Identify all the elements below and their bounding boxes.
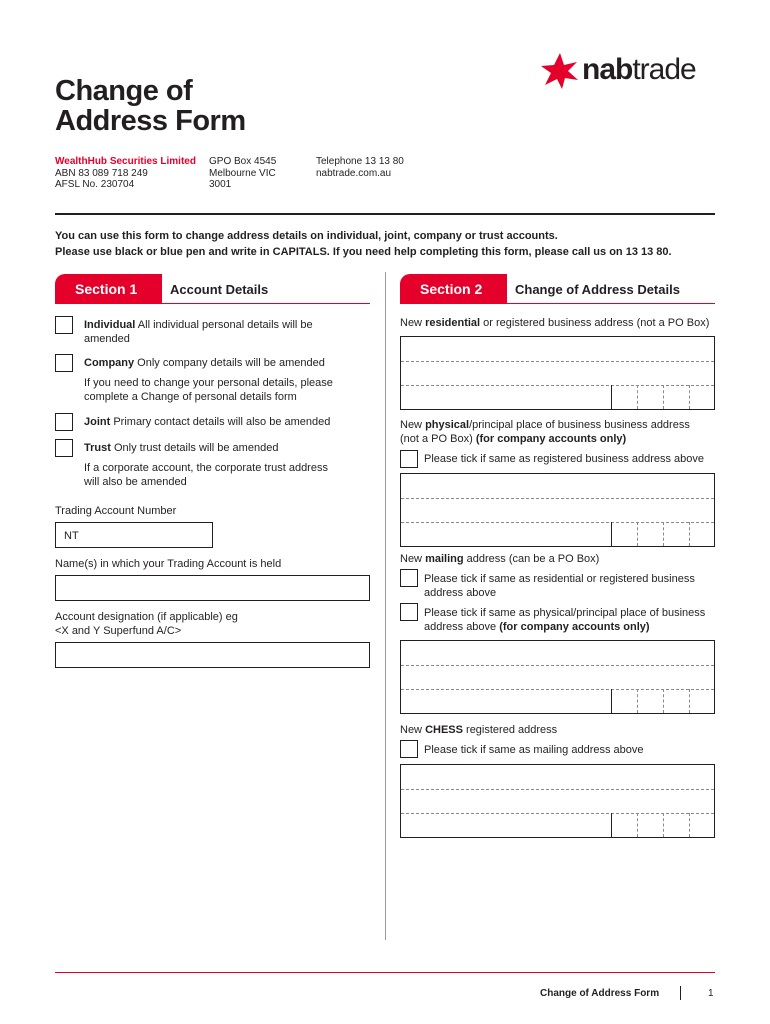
column-divider: [385, 272, 386, 940]
postcode-divider: [611, 385, 612, 409]
nab-star-icon: [540, 52, 580, 90]
postcode-divider: [611, 813, 612, 837]
mailing-same-residential-label: [424, 572, 695, 600]
title-line-1: Change of: [55, 75, 193, 107]
mailing-tick-2b-pre: address above: [424, 621, 500, 633]
telephone: Telephone 13 13 80: [316, 156, 404, 167]
mailing-same-physical-checkbox[interactable]: [400, 603, 418, 621]
header-divider: [55, 213, 715, 215]
contact-info: [316, 156, 404, 179]
physical-pre: New: [400, 419, 426, 431]
company-label: [84, 356, 325, 370]
intro-text: [55, 228, 672, 260]
trading-account-label: Trading Account Number: [55, 505, 177, 517]
postcode-cell: [663, 385, 664, 409]
physical-same-label: Please tick if same as registered business address above: [424, 453, 705, 465]
postcode-cell: [663, 522, 664, 546]
mailing-tick-2a: Please tick if same as physical/principal place of business: [424, 607, 706, 619]
physical-label: [400, 418, 690, 446]
chess-label: [400, 723, 557, 737]
postcode-cell: [637, 689, 638, 713]
address-line-divider: [401, 665, 714, 666]
mailing-post: address (can be a PO Box): [463, 553, 600, 565]
address-line-3: 3001: [209, 179, 232, 190]
mailing-tick-1a: Please tick if same as residential or registered business: [424, 573, 695, 585]
footer-title: Change of Address Form: [540, 988, 660, 999]
physical-line2-pre: (not a PO Box): [400, 433, 476, 445]
section-1-tab: Section 1: [55, 274, 162, 304]
trading-account-prefix: NT: [64, 530, 79, 542]
nabtrade-logo: [540, 52, 716, 90]
mailing-bold: mailing: [425, 553, 464, 565]
joint-label: [84, 415, 330, 429]
individual-bold: Individual: [84, 319, 136, 331]
postcode-cell: [637, 813, 638, 837]
chess-pre: New: [400, 724, 426, 736]
account-names-label: Name(s) in which your Trading Account is held: [55, 558, 282, 570]
company-bold: Company: [84, 357, 135, 369]
physical-bold: physical: [425, 419, 470, 431]
joint-bold: Joint: [84, 416, 111, 428]
company-text: Only company details will be amended: [134, 357, 325, 369]
designation-label-1: Account designation (if applicable) eg: [55, 611, 238, 623]
individual-checkbox[interactable]: [55, 316, 73, 334]
physical-post: /principal place of business business address: [469, 419, 690, 431]
title-line-2: Address Form: [55, 105, 246, 137]
address-line-divider: [401, 813, 714, 814]
mailing-address-box[interactable]: [400, 640, 715, 714]
postcode-cell: [637, 385, 638, 409]
designation-label-2: <X and Y Superfund A/C>: [55, 625, 182, 637]
logo-bold: nab: [582, 53, 633, 86]
chess-bold: CHESS: [425, 724, 463, 736]
trust-note-2: will also be amended: [84, 476, 187, 488]
section-2-rule: [400, 303, 715, 304]
page-number: 1: [708, 988, 714, 999]
company-checkbox[interactable]: [55, 354, 73, 372]
physical-address-box[interactable]: [400, 473, 715, 547]
individual-label: [84, 318, 313, 346]
trust-label: [84, 441, 278, 455]
mailing-same-residential-checkbox[interactable]: [400, 569, 418, 587]
postcode-cell: [689, 813, 690, 837]
section-1-title: Account Details: [170, 282, 269, 297]
account-names-input[interactable]: [55, 575, 370, 601]
address-line-2: Melbourne VIC: [209, 167, 276, 179]
mailing-label: [400, 552, 599, 566]
postcode-cell: [663, 689, 664, 713]
mailing-same-physical-label: [424, 606, 705, 634]
trust-bold: Trust: [84, 442, 111, 454]
trust-note: [84, 461, 328, 489]
trust-checkbox[interactable]: [55, 439, 73, 457]
company-afsl: AFSL No. 230704: [55, 179, 135, 190]
designation-label: [55, 610, 238, 638]
postcode-cell: [637, 522, 638, 546]
company-info: [55, 156, 196, 191]
residential-address-box[interactable]: [400, 336, 715, 410]
logo-light: trade: [632, 53, 696, 86]
section-2-tab: Section 2: [400, 274, 507, 304]
postcode-cell: [689, 385, 690, 409]
chess-post: registered address: [462, 724, 558, 736]
trust-note-1: If a corporate account, the corporate trust address: [84, 462, 328, 474]
mailing-tick-1b: address above: [424, 587, 497, 599]
footer-rule: [55, 972, 715, 973]
intro-line-1: You can use this form to change address details on individual, joint, company or trust accounts.: [55, 230, 558, 242]
residential-post: or registered business address (not a PO Box): [480, 317, 710, 329]
postcode-divider: [611, 689, 612, 713]
address-line-divider: [401, 689, 714, 690]
individual-text-2: amended: [84, 333, 130, 345]
individual-text: All individual personal details will be: [135, 319, 313, 331]
trust-text: Only trust details will be amended: [110, 442, 279, 454]
footer-separator: [680, 986, 681, 1000]
trading-account-input[interactable]: [55, 522, 213, 548]
address-line-divider: [401, 385, 714, 386]
joint-text: Primary contact details will also be amended: [110, 416, 331, 428]
residential-bold: residential: [425, 317, 481, 329]
designation-input[interactable]: [55, 642, 370, 668]
address-line-1: GPO Box 4545: [209, 156, 277, 167]
company-note-1: If you need to change your personal details, please: [84, 377, 333, 389]
mailing-tick-2b-bold: (for company accounts only): [499, 621, 650, 633]
postcode-cell: [663, 813, 664, 837]
postcode-cell: [689, 689, 690, 713]
address-line-divider: [401, 522, 714, 523]
chess-address-box[interactable]: [400, 764, 715, 838]
chess-same-mailing-checkbox[interactable]: [400, 740, 418, 758]
intro-line-2: Please use black or blue pen and write in CAPITALS. If you need help completing this form, please call us on 13 13 80.: [55, 246, 672, 258]
section-1-rule: [55, 303, 370, 304]
company-abn: ABN 83 089 718 249: [55, 167, 148, 179]
physical-same-checkbox[interactable]: [400, 450, 418, 468]
logo-wordmark: [582, 52, 696, 88]
company-note-2: complete a Change of personal details form: [84, 391, 297, 403]
website: nabtrade.com.au: [316, 167, 392, 179]
address-line-divider: [401, 789, 714, 790]
mailing-pre: New: [400, 553, 426, 565]
section-2-title: Change of Address Details: [515, 282, 680, 297]
physical-line2-bold: (for company accounts only): [475, 433, 627, 445]
company-name: WealthHub Securities Limited: [55, 156, 196, 167]
residential-label: [400, 316, 709, 330]
joint-checkbox[interactable]: [55, 413, 73, 431]
residential-pre: New: [400, 317, 426, 329]
company-note: [84, 376, 333, 404]
chess-same-mailing-label: Please tick if same as mailing address above: [424, 744, 644, 756]
postcode-cell: [689, 522, 690, 546]
postal-address: [209, 156, 276, 191]
address-line-divider: [401, 498, 714, 499]
postcode-divider: [611, 522, 612, 546]
page-title: [55, 76, 246, 136]
address-line-divider: [401, 361, 714, 362]
